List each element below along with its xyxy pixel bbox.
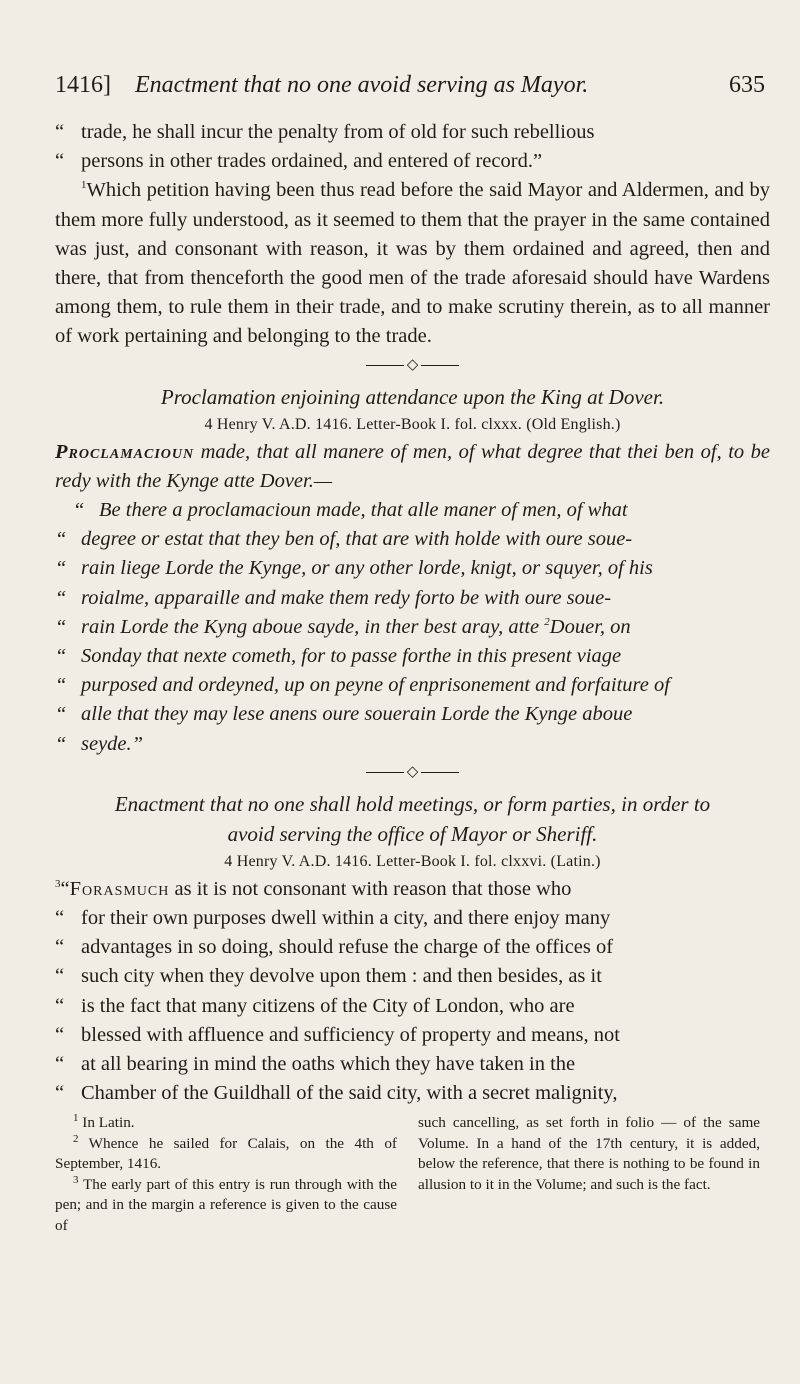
footnote: $^1$ In Latin. [73,1111,135,1131]
proclamation-line: “ roialme, apparaille and make them redy forto be with oure soue- [55,584,770,613]
footnotes-left-column [55,1113,397,1236]
section-title: Enactment that no one shall hold meetings, or form parties, in order to avoid serving the office of Mayor or Sheriff. [114,791,711,846]
footnote: $^2$ Whence he sailed for Calais, on the 4th of September, 1416. [55,1132,397,1172]
section-citation: 4 Henry V. A.D. 1416. Letter-Book I. fol. clxxx. (Old English.) [204,415,621,433]
enactment-line: “ blessed with affluence and sufficiency of property and means, not [55,1021,770,1050]
section-divider [55,761,770,783]
diamond-ornament-icon: ◇ [406,357,419,374]
proclamation-line: “ purposed and ordeyned, up on peyne of enprisonement and forfaiture of [55,671,770,700]
header-year: 1416] [55,72,111,98]
enactment-line: “ such city when they devolve upon them : and then besides, as it [55,962,770,991]
text-line: “ trade, he shall incur the penalty from of old for such rebellious [55,118,770,147]
page-number: 635 [729,72,765,98]
running-header [55,72,765,106]
running-title: Enactment that no one avoid serving as Mayor. [135,72,589,98]
enactment-line: “ advantages in so doing, should refuse the charge of the offices of [55,933,770,962]
enactment-line: “ for their own purposes dwell within a city, and there enjoy many [55,904,770,933]
proclamation-line: “ degree or estat that they ben of, that are with holde with oure soue- [55,525,770,554]
petition-paragraph: $^1$Which petition having been thus read before the said Mayor and Aldermen, and by them more fully understood, as it seemed to them that the prayer in the same contained was just, and consonant with reason, it was by them ordained and agreed, then and there, that from thenceforth the good men of the trade aforesaid should have Wardens among them, to rule them in their trade, and to make scrutiny therein, as to all manner of work pertaining and belonging to the trade. [55,179,770,348]
section-title: Proclamation enjoining attendance upon the King at Dover. [160,384,665,409]
enactment-line: “ at all bearing in mind the oaths which they have taken in the [55,1050,770,1079]
text-line: “ persons in other trades ordained, and entered of record.” [55,147,770,176]
enactment-line: $^3$“Forasmuch as it is not consonant with reason that those who [55,877,572,900]
footnotes-right-column [418,1113,760,1195]
diamond-ornament-icon: ◇ [406,764,419,781]
footnote-ref: 2 [544,616,550,629]
proclamation-line: “ rain liege Lorde the Kynge, or any other lorde, knigt, or squyer, of his [55,554,770,583]
footnote-ref: 1 [81,179,87,192]
proclamation-line: “ seyde.” [55,730,770,759]
enactment-line: “ Chamber of the Guildhall of the said city, with a secret malignity, [55,1079,770,1108]
footnote-continuation: such cancelling, as set forth in folio — of the same Volume. In a hand of the 17th century, it is added, below the reference, that there is nothing to be found in allusion to it in the Volume; and such is the fact. [418,1114,760,1193]
section-summary: Proclamacioun made, that all manere of men, of what degree that thei ben of, to be redy with the Kynge atte Dover.— [55,440,770,492]
proclamation-line: “ alle that they may lese anens oure souerain Lorde the Kynge aboue [55,700,770,729]
section-divider [55,354,770,376]
section-citation: 4 Henry V. A.D. 1416. Letter-Book I. fol. clxxvi. (Latin.) [224,852,601,870]
main-text [55,118,770,1108]
footnote: $^3$ The early part of this entry is run through with the pen; and in the margin a reference is given to the cause of [55,1173,397,1234]
proclamation-line: “ Be there a proclamacioun made, that alle maner of men, of what [73,496,770,525]
proclamation-line: “ Sonday that nexte cometh, for to passe forthe in this present viage [55,642,770,671]
enactment-line: “ is the fact that many citizens of the City of London, who are [55,992,770,1021]
footnote-ref: 3 [55,878,61,891]
proclamation-line: “ rain Lorde the Kyng aboue sayde, in ther best aray, atte $^2$Douer, on [55,613,770,642]
